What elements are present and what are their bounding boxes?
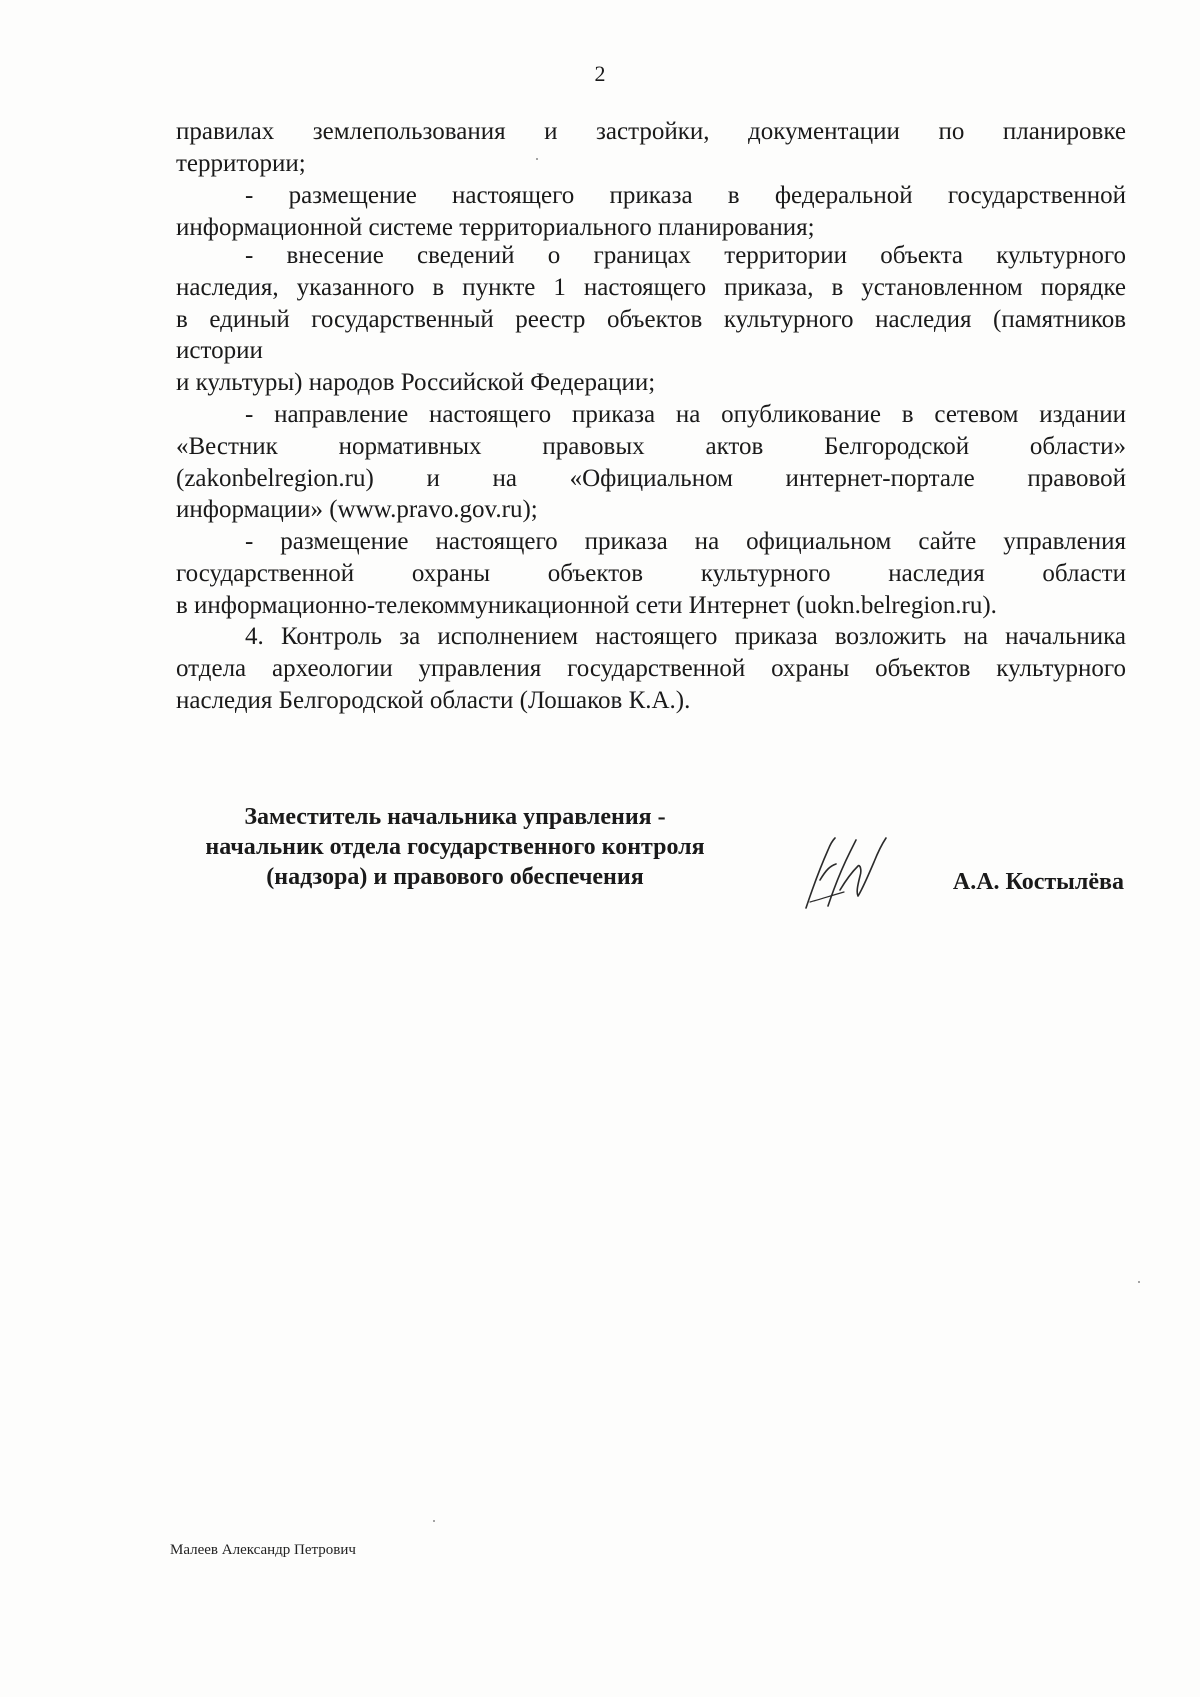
body-line-13: информации» (www.pravo.gov.ru); [176,496,538,523]
signatory-position-line-2: начальник отдела государственного контроля [205,834,705,860]
body-line-12: (zakonbelregion.ru) и на «Официальном интернет-портале правовой [176,465,1126,492]
body-line-9: и культуры) народов Российской Федерации; [176,369,656,396]
scan-speck [536,158,538,160]
body-line-17: 4. Контроль за исполнением настоящего приказа возложить на начальника [245,623,1126,650]
scan-speck [433,1520,435,1522]
body-line-11: «Вестник нормативных правовых актов Белгородской области» [176,433,1126,460]
body-line-19: наследия Белгородской области (Лошаков К.А.). [176,687,691,714]
body-line-4: информационной системе территориального планирования; [176,214,815,241]
body-line-10: - направление настоящего приказа на опубликование в сетевом издании [245,401,1126,428]
body-line-6: наследия, указанного в пункте 1 настоящего приказа, в установленном порядке [176,274,1126,301]
signatory-position-line-1: Заместитель начальника управления - [244,804,666,830]
body-line-14: - размещение настоящего приказа на официальном сайте управления [245,528,1126,555]
body-line-1: правилах землепользования и застройки, документации по планировке [176,118,1126,145]
handwritten-signature [800,830,890,914]
body-line-16: в информационно-телекоммуникационной сети Интернет (uokn.belregion.ru). [176,592,997,619]
executor-name: Малеев Александр Петрович [170,1542,356,1558]
signatory-position-line-3: (надзора) и правового обеспечения [266,864,644,890]
body-line-5: - внесение сведений о границах территории объекта культурного [245,242,1126,269]
body-line-8: истории [176,337,263,364]
body-line-3: - размещение настоящего приказа в федеральной государственной [245,182,1126,209]
body-line-18: отдела археологии управления государственной охраны объектов культурного [176,655,1126,682]
signatory-position [150,802,760,892]
body-line-7: в единый государственный реестр объектов культурного наследия (памятников [176,306,1126,333]
body-line-15: государственной охраны объектов культурного наследия области [176,560,1126,587]
signer-name: А.А. Костылёва [952,869,1124,895]
scan-speck [1138,1281,1140,1283]
page-number: 2 [594,61,606,86]
body-line-2: территории; [176,150,306,177]
